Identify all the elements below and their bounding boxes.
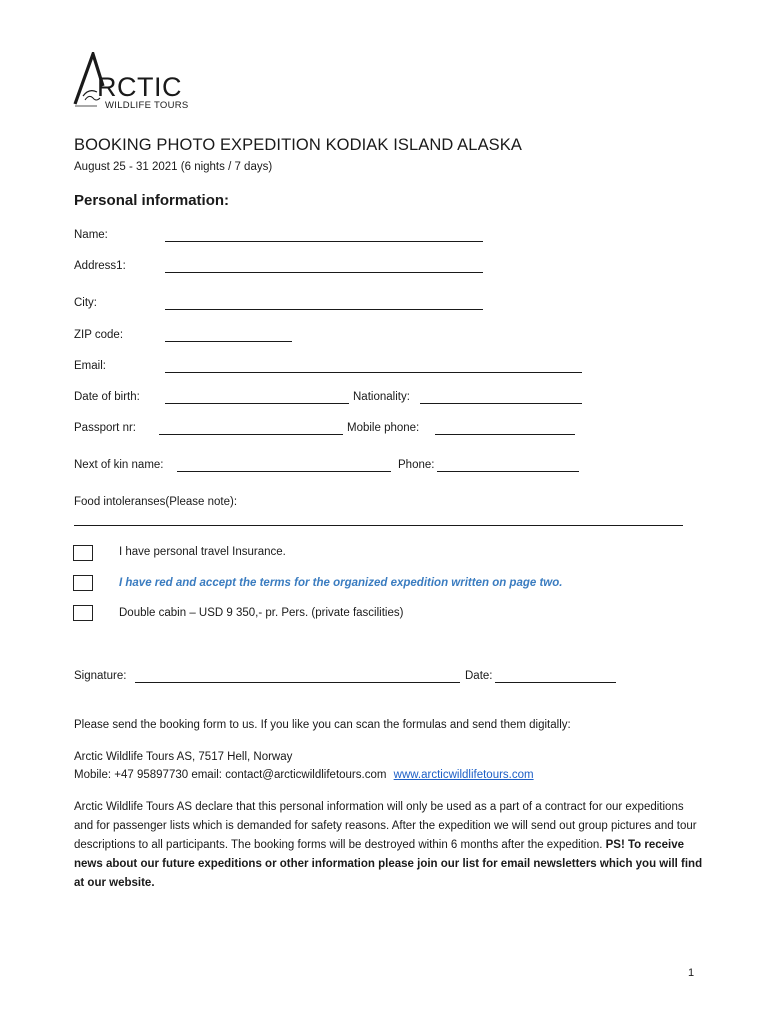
mobile-email-text: Mobile: +47 95897730 email: contact@arcticwildlifetours.com bbox=[74, 769, 387, 781]
next-of-kin-field[interactable] bbox=[177, 471, 391, 472]
company-address: Arctic Wildlife Tours AS, 7517 Hell, Norway bbox=[74, 751, 293, 763]
passport-label: Passport nr: bbox=[74, 422, 136, 434]
expedition-dates: August 25 - 31 2021 (6 nights / 7 days) bbox=[74, 161, 273, 173]
email-field[interactable] bbox=[165, 372, 582, 373]
dob-field[interactable] bbox=[165, 403, 349, 404]
next-of-kin-label: Next of kin name: bbox=[74, 459, 164, 471]
passport-field[interactable] bbox=[159, 434, 343, 435]
double-cabin-checkbox[interactable] bbox=[73, 605, 93, 621]
logo-wordmark: RCTIC bbox=[97, 72, 182, 102]
newsletter-note: PS! To receive news about our future expeditions or other information please join our list for email newsletters which you will find at our website. bbox=[74, 839, 703, 889]
document-title: BOOKING PHOTO EXPEDITION KODIAK ISLAND ALASKA bbox=[74, 136, 522, 154]
nationality-label: Nationality: bbox=[353, 391, 410, 403]
food-intolerances-label: Food intoleranses(Please note): bbox=[74, 496, 238, 508]
declaration-paragraph bbox=[74, 798, 704, 893]
double-cabin-label: Double cabin – USD 9 350,- pr. Pers. (private fascilities) bbox=[119, 607, 404, 619]
food-intolerances-field[interactable] bbox=[74, 525, 683, 526]
city-field[interactable] bbox=[165, 309, 483, 310]
date-field[interactable] bbox=[495, 682, 616, 683]
zip-field[interactable] bbox=[165, 341, 292, 342]
logo-subtitle: WILDLIFE TOURS bbox=[105, 100, 189, 111]
declaration-text: Arctic Wildlife Tours AS declare that this personal information will only be used as a part of a contract for our expeditions and for passenger lists which is demanded for safety reasons. After the expedition we will send out group pictures and tour descriptions to all participants. The booking forms will be destroyed within 6 months after the expedition. bbox=[74, 801, 697, 851]
arctic-wildlife-tours-logo bbox=[73, 52, 203, 116]
send-instructions: Please send the booking form to us. If you like you can scan the formulas and send them digitally: bbox=[74, 719, 571, 731]
name-field[interactable] bbox=[165, 241, 483, 242]
dob-label: Date of birth: bbox=[74, 391, 140, 403]
website-link[interactable]: www.arcticwildlifetours.com bbox=[393, 769, 534, 781]
zip-label: ZIP code: bbox=[74, 329, 124, 341]
travel-insurance-checkbox[interactable] bbox=[73, 545, 93, 561]
accept-terms-checkbox[interactable] bbox=[73, 575, 93, 591]
name-label: Name: bbox=[74, 229, 108, 241]
section-title: Personal information: bbox=[74, 192, 230, 209]
phone-label: Phone: bbox=[398, 459, 435, 471]
accept-terms-label: I have red and accept the terms for the organized expedition written on page two. bbox=[119, 577, 563, 589]
city-label: City: bbox=[74, 297, 97, 309]
date-label: Date: bbox=[465, 670, 493, 682]
travel-insurance-label: I have personal travel Insurance. bbox=[119, 546, 286, 558]
email-label: Email: bbox=[74, 360, 106, 372]
mobile-phone-label: Mobile phone: bbox=[347, 422, 420, 434]
address1-label: Address1: bbox=[74, 260, 126, 272]
signature-field[interactable] bbox=[135, 682, 460, 683]
page-number: 1 bbox=[688, 967, 695, 979]
signature-label: Signature: bbox=[74, 670, 127, 682]
address1-field[interactable] bbox=[165, 272, 483, 273]
contact-line bbox=[74, 769, 534, 781]
phone-field[interactable] bbox=[437, 471, 579, 472]
nationality-field[interactable] bbox=[420, 403, 582, 404]
mobile-phone-field[interactable] bbox=[435, 434, 575, 435]
